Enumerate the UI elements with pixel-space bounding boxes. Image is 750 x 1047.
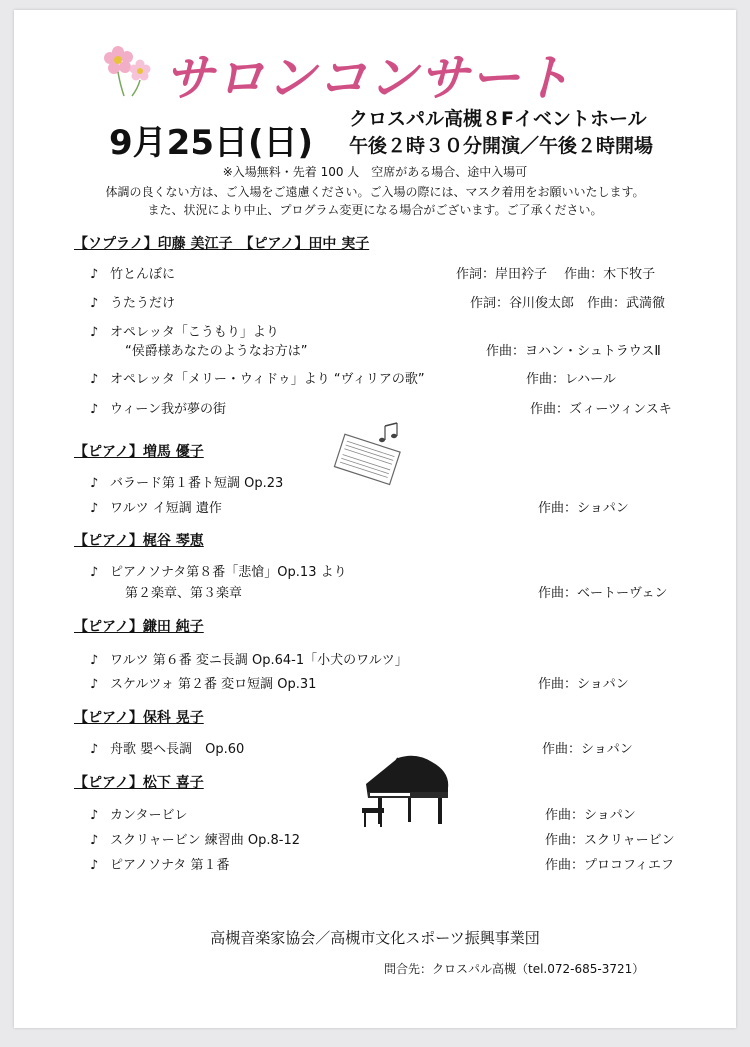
piece-title: 舟歌 嬰ヘ長調 Op.60 [110, 742, 245, 757]
piece-credit: 作曲：ショパン [542, 742, 633, 757]
program-item [90, 673, 316, 692]
note-mark: ♪ [90, 267, 99, 282]
change-note: また、状況により中止、プログラム変更になる場合がございます。ご了承ください。 [147, 203, 603, 217]
grand-piano-icon [358, 754, 458, 830]
health-note: 体調の良くない方は、ご入場をご遠慮ください。ご入場の際には、マスク着用をお願いいたします。 [105, 185, 645, 199]
piece-credit: 作曲：ショパン [538, 677, 629, 692]
section-heading: 【ピアノ】梶谷 琴恵 [74, 533, 204, 549]
program-item [90, 368, 425, 387]
program-item [90, 263, 175, 282]
note-mark: ♪ [90, 653, 99, 668]
section-heading: 【ピアノ】鎌田 純子 [74, 619, 204, 635]
program-item [90, 398, 226, 417]
program-item [90, 561, 347, 580]
piece-credit: 作曲：ベートーヴェン [538, 586, 668, 601]
note-mark: ♪ [90, 372, 99, 387]
piece-subtitle: “侯爵様あなたのようなお方は” [125, 344, 308, 359]
section-heading: 【ソプラノ】印藤 美江子 【ピアノ】田中 実子 [74, 236, 370, 252]
piece-title: ピアノソナタ第８番「悲愴」Op.13 より [110, 565, 347, 580]
note-mark: ♪ [90, 565, 99, 580]
program-item [90, 292, 175, 311]
entry-note: ※入場無料・先着 100 人 空席がある場合、途中入場可 [222, 165, 528, 179]
section-heading: 【ピアノ】保科 晃子 [74, 710, 204, 726]
note-mark: ♪ [90, 402, 99, 417]
piece-title: オペレッタ「こうもり」より [110, 325, 279, 340]
section-heading: 【ピアノ】増馬 優子 [74, 444, 204, 460]
piece-subtitle: 第２楽章、第３楽章 [125, 586, 243, 601]
note-mark: ♪ [90, 858, 99, 873]
note-mark: ♪ [90, 677, 99, 692]
concert-time: 午後２時３０分開演／午後２時開場 [349, 135, 654, 157]
note-mark: ♪ [90, 833, 99, 848]
piece-credit: 作詞：岸田衿子 作曲：木下牧子 [456, 267, 656, 282]
piece-title: カンタービレ [110, 808, 188, 823]
note-mark: ♪ [90, 501, 99, 516]
piece-credit: 作詞：谷川俊太郎 作曲：武満徹 [470, 296, 666, 311]
note-mark: ♪ [90, 296, 99, 311]
piece-credit: 作曲：スクリャービン [545, 833, 675, 848]
section-heading: 【ピアノ】松下 喜子 [74, 775, 204, 791]
organizers: 高槻音楽家協会／高槻市文化スポーツ振興事業団 [210, 929, 540, 947]
piece-credit: 作曲：ヨハン・シュトラウスⅡ [486, 344, 661, 359]
note-mark: ♪ [90, 742, 99, 757]
program-item [90, 321, 279, 340]
flyer-page [14, 10, 736, 1028]
concert-date: 9月25日(日) [109, 123, 314, 163]
piece-title: オペレッタ「メリー・ウィドゥ」より “ヴィリアの歌” [110, 372, 425, 387]
piece-title: スケルツォ 第２番 変ロ短調 Op.31 [110, 677, 317, 692]
piece-credit: 作曲：ショパン [538, 501, 629, 516]
program-item [90, 829, 300, 848]
piece-title: うたうだけ [110, 296, 176, 311]
piece-credit: 作曲：ズィーツィンスキ [530, 402, 672, 417]
note-mark: ♪ [90, 325, 99, 340]
note-mark: ♪ [90, 476, 99, 491]
program-item [90, 738, 244, 757]
piece-credit: 作曲：ショパン [545, 808, 636, 823]
venue-block [349, 106, 653, 160]
program-item [90, 497, 222, 516]
piece-credit: 作曲：レハール [526, 372, 616, 387]
piece-credit: 作曲：プロコフィエフ [545, 858, 674, 873]
flower-icon [98, 42, 160, 98]
program-item [90, 854, 229, 873]
piece-title: バラード第１番ト短調 Op.23 [110, 476, 284, 491]
program-item [90, 804, 187, 823]
piece-title: ワルツ イ短調 遺作 [110, 501, 222, 516]
program-item [90, 649, 408, 668]
contact-info: 問合先：クロスパル高槻（tel.072-685-3721） [384, 962, 645, 976]
venue-name: クロスパル高槻８Fイベントホール [349, 108, 647, 130]
program-item [90, 472, 283, 491]
piece-title: スクリャービン 練習曲 Op.8-12 [110, 833, 300, 848]
piece-title: ウィーン我が夢の街 [110, 402, 226, 417]
piece-title: ピアノソナタ 第１番 [110, 858, 230, 873]
piece-title: ワルツ 第６番 変ニ長調 Op.64-1「小犬のワルツ」 [110, 653, 408, 668]
piece-title: 竹とんぼに [110, 267, 176, 282]
sheet-music-icon [326, 420, 410, 486]
note-mark: ♪ [90, 808, 99, 823]
page-title: サロンコンサート [164, 49, 572, 107]
